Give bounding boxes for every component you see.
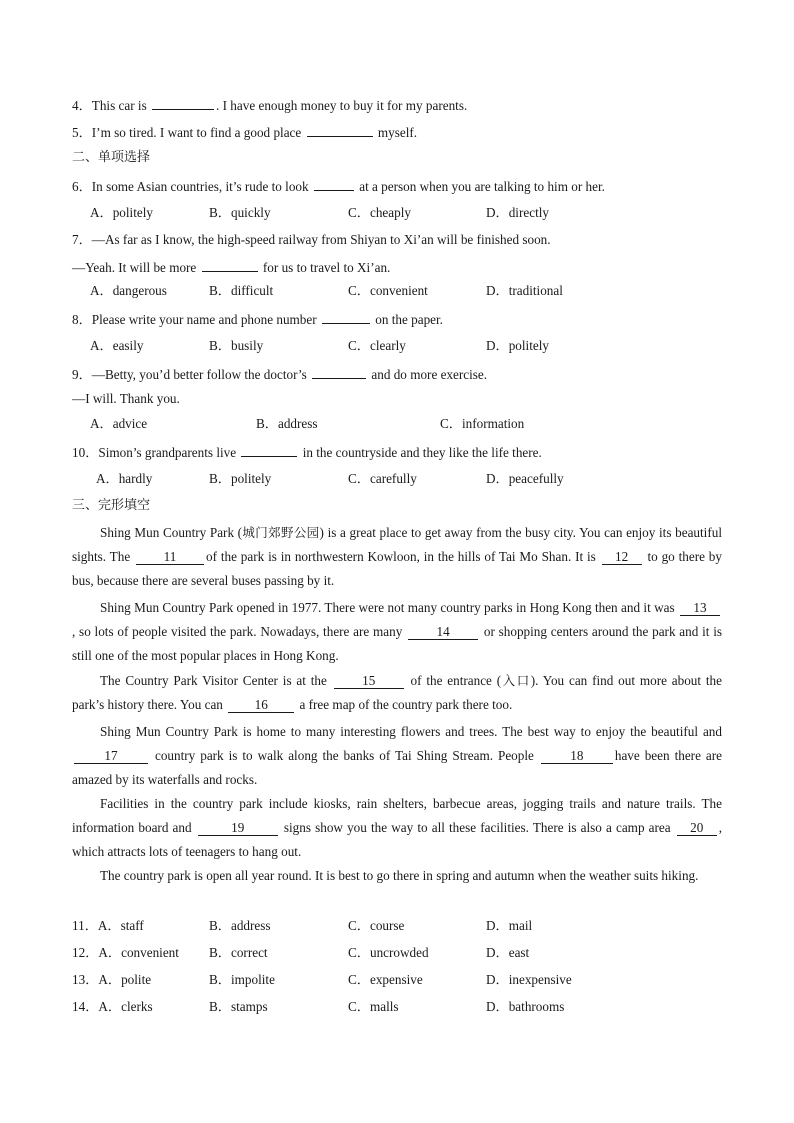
question-text: This car is [91,98,147,113]
passage-text: a free map of the country park there too. [299,697,513,712]
question-10 [72,443,542,461]
question-text: . I have enough money to buy it for my parents. [216,98,468,113]
option-b[interactable]: B．impolite [209,972,275,987]
question-text: in the countryside and they like the life there. [302,445,542,460]
option-a[interactable]: A．convenient [98,945,179,960]
cloze-blank-14[interactable]: 14 [408,625,478,640]
option-c[interactable]: C．clearly [348,338,406,353]
passage-text: to go there by bus, because there are several buses passing by it. [72,549,722,588]
passage-text: Shing Mun Country Park is home to many interesting flowers and trees. The best way to enjoy the beautiful and [100,724,722,739]
cloze-question-12 [72,945,179,961]
option-d[interactable]: D．peacefully [486,471,564,486]
passage-paragraph-2 [72,596,722,668]
question-5 [72,123,417,141]
passage-text: ) is a great place to get away from the busy city. You can enjoy its beautiful sights. The [72,525,722,564]
option-d[interactable]: D．mail [486,918,533,933]
cloze-question-13 [72,972,151,988]
option-c[interactable]: C．course [348,918,405,933]
cloze-question-11 [72,918,144,934]
question-number: 4． [72,98,92,113]
option-b[interactable]: B．address [256,416,318,431]
passage-text: The Country Park Visitor Center is at the [100,673,327,688]
option-a[interactable]: A．advice [90,416,148,431]
option-c[interactable]: C．cheaply [348,205,411,220]
question-text: myself. [377,125,418,140]
passage-text: The country park is open all year round. It is best to go there in spring and autumn when the weather suits hiking. [100,868,699,883]
passage-paragraph-1 [72,521,722,593]
option-c[interactable]: C．convenient [348,283,428,298]
answer-blank[interactable] [312,365,366,379]
question-text: 9．—Betty, you’d better follow the doctor’s [72,367,307,382]
question-9 [72,365,487,383]
passage-text: of the park is in northwestern Kowloon, in the hills of Tai Mo Shan. It is [206,549,596,564]
question-text: 10．Simon’s grandparents live [72,445,237,460]
option-a[interactable]: A．polite [98,972,152,987]
option-a[interactable]: A．dangerous [90,283,167,298]
passage-paragraph-3 [72,669,722,717]
passage-text: of the entrance ( [410,673,502,688]
question-text: on the paper. [375,312,443,327]
option-d[interactable]: D．bathrooms [486,999,565,1014]
cloze-blank-20[interactable]: 20 [677,821,717,836]
option-b[interactable]: B．address [209,918,271,933]
question-text: at a person when you are talking to him or her. [359,179,605,194]
option-c[interactable]: C．carefully [348,471,417,486]
section-3-title: 三、完形填空 [72,498,151,513]
option-a[interactable]: A．staff [97,918,144,933]
passage-paragraph-4 [72,720,722,792]
option-c[interactable]: C．uncrowded [348,945,429,960]
passage-text: ). You can find out more about the park’s history there. You can [72,673,722,712]
question-number: 13． [72,972,99,987]
passage-text: have been there are amazed by its waterfalls and rocks. [72,748,722,787]
option-b[interactable]: B．quickly [209,205,271,220]
option-b[interactable]: B．busily [209,338,264,353]
question-text: and do more exercise. [371,367,488,382]
passage-text: Shing Mun Country Park opened in 1977. There were not many country parks in Hong Kong then and it was [100,600,675,615]
option-c[interactable]: C．expensive [348,972,423,987]
question-text: 8．Please write your name and phone number [72,312,317,327]
cloze-blank-12[interactable]: 12 [602,550,642,565]
passage-paragraph-5 [72,792,722,864]
option-d[interactable]: D．east [486,945,530,960]
passage-text: signs show you the way to all these facilities. There is also a camp area [283,820,671,835]
cloze-blank-18[interactable]: 18 [541,749,613,764]
question-7-response [72,258,390,276]
answer-blank[interactable] [241,443,297,457]
passage-text: Shing Mun Country Park ( [100,525,243,540]
section-2-title: 二、单项选择 [72,150,151,165]
option-a[interactable]: A．clerks [98,999,153,1014]
question-number: 5． [72,125,92,140]
passage-text: Facilities in the country park include kiosks, rain shelters, barbecue areas, jogging trails and nature trails. The information board and [72,796,722,835]
passage-text: , which attracts lots of teenagers to hang out. [72,820,723,859]
question-number: 11． [72,918,98,933]
question-text: I’m so tired. I want to find a good place [91,125,302,140]
cloze-blank-16[interactable]: 16 [228,698,294,713]
passage-text: , so lots of people visited the park. Nowadays, there are many [72,624,403,639]
option-a[interactable]: A．politely [90,205,154,220]
option-c[interactable]: C．information [440,416,525,431]
question-6 [72,177,605,195]
question-number: 12． [72,945,99,960]
question-7 [72,232,551,248]
cloze-blank-19[interactable]: 19 [198,821,278,836]
passage-text: 城门郊野公园 [242,525,320,540]
cloze-blank-17[interactable]: 17 [74,749,148,764]
cloze-blank-13[interactable]: 13 [680,601,720,616]
option-b[interactable]: B．difficult [209,283,274,298]
cloze-blank-11[interactable]: 11 [136,550,204,565]
option-d[interactable]: D．traditional [486,283,563,298]
question-number: 14． [72,999,99,1014]
option-b[interactable]: B．politely [209,471,272,486]
question-text: 6．In some Asian countries, it’s rude to look [72,179,309,194]
option-d[interactable]: D．inexpensive [486,972,572,987]
cloze-question-14 [72,999,153,1015]
answer-blank[interactable] [307,123,373,137]
option-b[interactable]: B．stamps [209,999,268,1014]
question-text: —Yeah. It will be more [72,260,197,275]
question-8 [72,310,443,328]
question-4 [72,96,467,114]
option-b[interactable]: B．correct [209,945,268,960]
passage-text: or shopping centers around the park and it is still one of the most popular places in Hong Kong. [72,624,723,663]
option-a[interactable]: A．hardly [96,471,153,486]
passage-paragraph-6 [72,864,722,888]
question-text: for us to travel to Xi’an. [262,260,391,275]
option-d[interactable]: D．directly [486,205,549,220]
answer-blank[interactable] [322,310,370,324]
passage-text: 入口 [501,673,531,688]
question-text: 7．—As far as I know, the high-speed railway from Shiyan to Xi’an will be finished soon. [72,232,551,247]
answer-blank[interactable] [202,258,258,272]
question-9-response: —I will. Thank you. [72,391,180,406]
answer-blank[interactable] [314,177,354,191]
option-a[interactable]: A．easily [90,338,144,353]
cloze-blank-15[interactable]: 15 [334,674,404,689]
passage-text: country park is to walk along the banks of Tai Shing Stream. People [154,748,534,763]
option-c[interactable]: C．malls [348,999,399,1014]
option-d[interactable]: D．politely [486,338,550,353]
answer-blank[interactable] [152,96,214,110]
